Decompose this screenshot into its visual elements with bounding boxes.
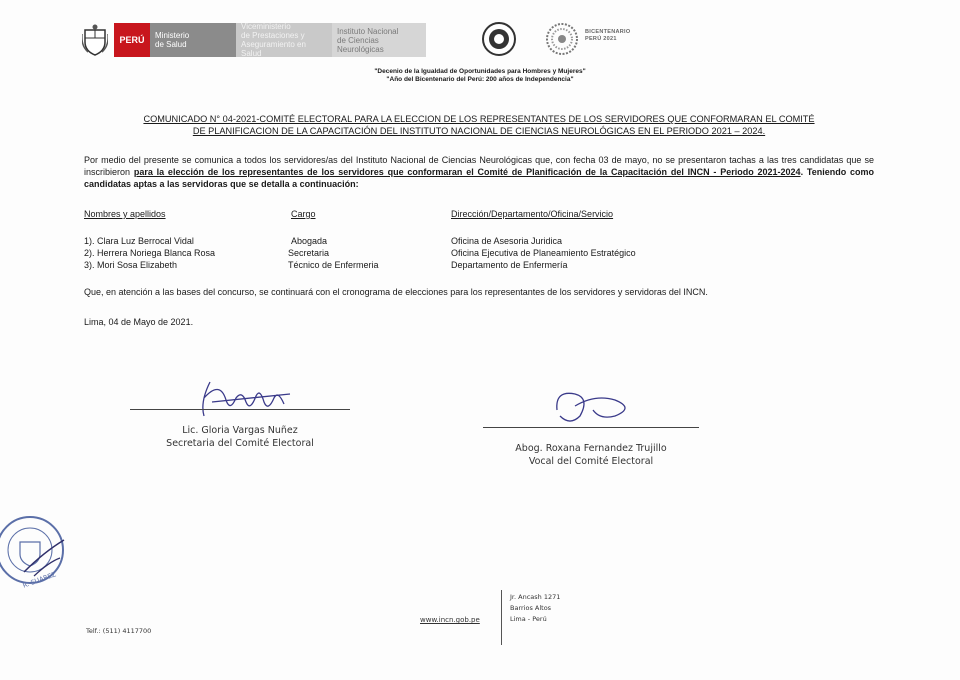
minsa-logo: Ministerio de Salud: [150, 23, 236, 57]
bicentenario-label: BICENTENARIO PERÚ 2021: [585, 29, 631, 42]
footer-divider: [501, 590, 502, 645]
viceministerio-logo: Viceministerio de Prestaciones y Aseguramiento en Salud: [236, 23, 332, 57]
footer-website-link[interactable]: www.incn.gob.pe: [420, 616, 480, 624]
candidate-cargo: Abogada: [291, 236, 328, 246]
decenio-text: "Decenio de la Igualdad de Oportunidades para Hombres y Mujeres" "Año del Bicentenario del Perú: 200 años de Independencia": [374, 68, 586, 83]
incn-logo: Instituto Nacional de Ciencias Neurológicas: [332, 23, 426, 57]
body-paragraph: Por medio del presente se comunica a todos los servidores/as del Instituto Nacional de Ciencias Neurológicas que, con fecha 03 de mayo, no se presentaron tachas a las tres candidatas que se inscribieron para la elección de los representantes de los servidores que conformaran el Comité de Planificación de la Capacitación del INCN - Periodo 2021-2024. Teniendo como candidatas aptas a las servidoras que se detalla a continuación:: [84, 155, 874, 189]
signature-block-1: Lic. Gloria Vargas Nuñez Secretaria del Comité Electoral: [166, 425, 314, 449]
candidate-office: Oficina de Asesoria Juridica: [451, 236, 563, 246]
footer-telephone: Telf.: (511) 4117700: [86, 627, 152, 635]
candidate-cargo: Técnico de Enfermeria: [288, 260, 379, 270]
candidate-name: 3). Mori Sosa Elizabeth: [84, 260, 178, 270]
bicentenario-icon: [545, 22, 579, 56]
signature-block-2: Abog. Roxana Fernandez Trujillo Vocal del Comité Electoral: [515, 443, 667, 467]
seal-text: R. SUAREZ: [21, 570, 58, 590]
candidate-name: 1). Clara Luz Berrocal Vidal: [84, 236, 194, 246]
que-paragraph: Que, en atención a las bases del concurso, se continuará con el cronograma de elecciones para los representantes de los servidores y servidoras del INCN.: [84, 287, 708, 297]
header-cargo: Cargo: [291, 209, 316, 219]
signature-line-2: [483, 427, 699, 428]
signature-scribble-2: [545, 380, 645, 430]
footer-address: Jr. Ancash 1271 Barrios Altos Lima - Perú: [510, 593, 561, 623]
candidate-cargo: Secretaria: [288, 248, 330, 258]
incn-round-icon: [482, 22, 516, 56]
header-nombres: Nombres y apellidos: [84, 209, 166, 219]
candidate-office: Oficina Ejecutiva de Planeamiento Estratégico: [451, 248, 636, 258]
fecha: Lima, 04 de Mayo de 2021.: [84, 317, 194, 327]
candidate-name: 2). Herrera Noriega Blanca Rosa: [84, 248, 216, 258]
header-logos: [82, 20, 426, 60]
signature-scribble-1: [190, 372, 300, 420]
signature-line-1: [130, 409, 350, 410]
peru-logo: PERÚ: [114, 23, 150, 57]
candidate-office: Departamento de Enfermería: [451, 260, 568, 270]
header-direccion: Dirección/Departamento/Oficina/Servicio: [451, 209, 614, 219]
coat-of-arms-icon: [82, 24, 108, 56]
comunicado-title: COMUNICADO N° 04-2021-COMITÉ ELECTORAL PARA LA ELECCION DE LOS REPRESENTANTES DE LOS SERVIDORES QUE CONFORMARAN EL COMITÉ DE PLANIFICACION DE LA CAPACITACIÓN DEL INSTITUTO NACIONAL DE CIENCIAS NEUROLÓGICAS EN EL PERIODO 2021 – 2024.: [143, 114, 815, 136]
